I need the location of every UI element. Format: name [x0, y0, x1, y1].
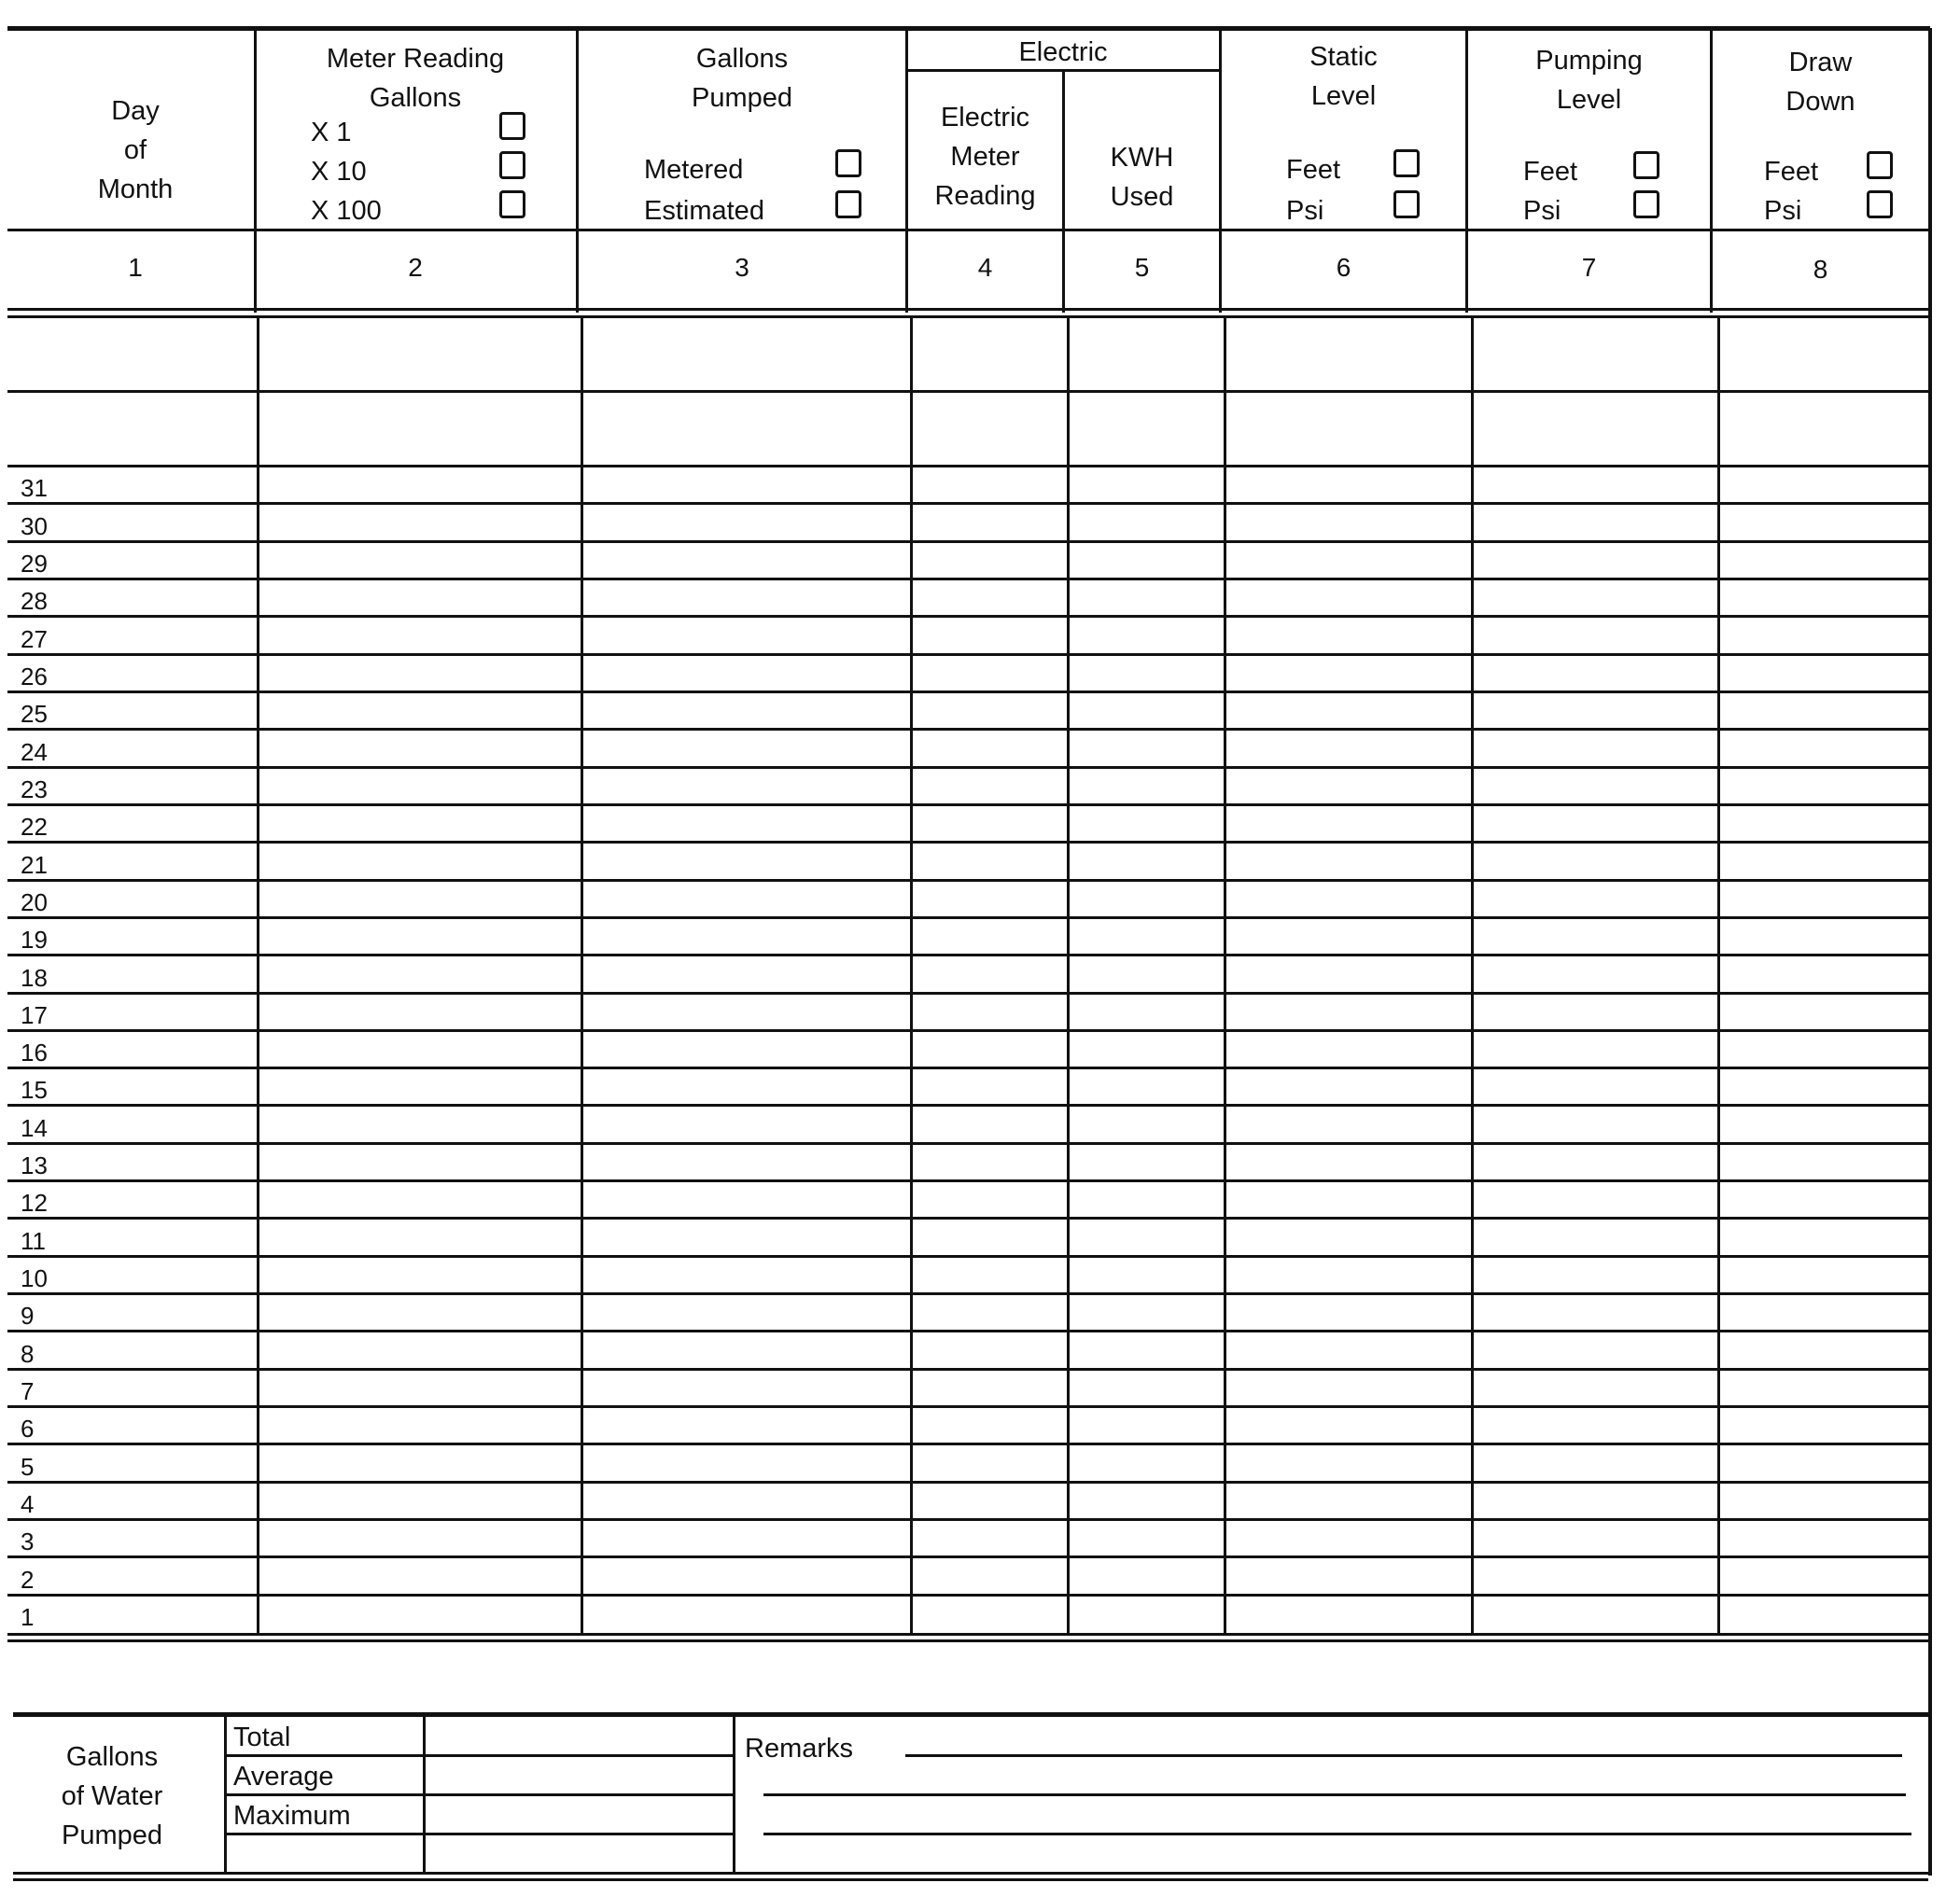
table-row[interactable]	[7, 1144, 1930, 1181]
day-of-month-header: Day of Month	[97, 96, 174, 204]
column-number-5: 5	[1134, 253, 1150, 282]
table-row[interactable]	[7, 1181, 1930, 1219]
day-number: 3	[21, 1527, 35, 1556]
table-row[interactable]	[7, 1520, 1930, 1557]
number-row-line-a	[7, 308, 1930, 311]
option-x1-label: X 1	[311, 118, 352, 147]
body-bottom-line-a	[7, 1633, 1930, 1636]
summary-top-line	[13, 1712, 1928, 1717]
checkbox-static-feet[interactable]	[1393, 149, 1420, 177]
pumping-psi-label: Psi	[1523, 196, 1561, 226]
day-number: 7	[21, 1377, 35, 1406]
day-number: 6	[21, 1415, 35, 1444]
table-row[interactable]	[7, 918, 1930, 955]
summary-row-line-2	[224, 1793, 734, 1796]
remarks-line-1[interactable]	[905, 1754, 1902, 1757]
table-row[interactable]	[7, 843, 1930, 880]
table-row[interactable]	[7, 805, 1930, 843]
table-row[interactable]	[7, 1106, 1930, 1143]
option-metered-label: Metered	[644, 155, 744, 185]
day-number: 13	[21, 1151, 48, 1180]
table-row[interactable]	[7, 1407, 1930, 1444]
day-number: 17	[21, 1000, 48, 1029]
draw-down-header: Draw Down	[1785, 48, 1855, 117]
checkbox-pumping-feet[interactable]	[1633, 151, 1659, 179]
column-number-3: 3	[735, 253, 749, 282]
day-number: 16	[21, 1039, 48, 1067]
day-number: 2	[21, 1565, 35, 1594]
table-row[interactable]	[7, 467, 1930, 504]
day-number: 4	[21, 1490, 35, 1519]
electric-meter-reading-header: Electric Meter Reading	[934, 103, 1036, 211]
day-number: 27	[21, 624, 48, 653]
meter-reading-header: Meter Reading Gallons	[326, 44, 505, 113]
day-number: 11	[21, 1226, 46, 1255]
column-number-1: 1	[128, 253, 143, 282]
drawdown-feet-label: Feet	[1764, 157, 1819, 187]
checkbox-static-psi[interactable]	[1393, 190, 1420, 218]
table-row[interactable]	[7, 994, 1930, 1031]
pumping-level-header: Pumping Level	[1535, 46, 1643, 115]
column-number-8: 8	[1813, 255, 1828, 284]
table-row[interactable]	[7, 1219, 1930, 1256]
static-psi-label: Psi	[1286, 196, 1324, 226]
checkbox-x10[interactable]	[499, 151, 525, 179]
day-number: 29	[21, 549, 48, 578]
table-row[interactable]	[7, 1257, 1930, 1294]
remarks-line-2[interactable]	[763, 1793, 1906, 1796]
summary-bottom-line-a	[13, 1872, 1928, 1875]
day-number: 9	[21, 1302, 35, 1331]
table-row[interactable]	[7, 768, 1930, 805]
top-border	[7, 26, 1930, 31]
table-row[interactable]	[7, 1031, 1930, 1068]
day-number: 26	[21, 662, 48, 690]
checkbox-x1[interactable]	[499, 112, 525, 140]
remarks-line-3[interactable]	[763, 1833, 1911, 1835]
number-row-line-b	[7, 315, 1930, 318]
summary-bottom-line-b	[13, 1878, 1928, 1881]
checkbox-drawdown-psi[interactable]	[1867, 190, 1893, 218]
column-number-6: 6	[1336, 253, 1351, 282]
checkbox-metered[interactable]	[835, 149, 861, 177]
day-number: 28	[21, 587, 48, 616]
table-row[interactable]	[7, 1557, 1930, 1595]
table-row[interactable]	[7, 617, 1930, 654]
static-level-header: Static Level	[1309, 42, 1378, 111]
body-bottom-line-b	[7, 1639, 1930, 1642]
day-number: 5	[21, 1452, 35, 1481]
table-row[interactable]	[7, 1370, 1930, 1407]
gallons-of-water-pumped-label: Gallons of Water Pumped	[61, 1742, 163, 1850]
electric-group-line	[905, 69, 1221, 72]
day-number: 14	[21, 1113, 48, 1142]
body-top-line	[7, 390, 1930, 393]
table-row[interactable]	[7, 1483, 1930, 1520]
summary-row-line-3	[224, 1833, 734, 1835]
column-number-2: 2	[408, 253, 423, 282]
electric-group-header: Electric	[1018, 37, 1108, 67]
table-row[interactable]	[7, 730, 1930, 767]
column-number-4: 4	[977, 253, 993, 282]
day-number: 18	[21, 963, 48, 992]
day-number: 1	[21, 1602, 35, 1631]
table-row[interactable]	[7, 1294, 1930, 1332]
checkbox-drawdown-feet[interactable]	[1867, 151, 1893, 179]
day-number: 8	[21, 1339, 35, 1368]
header-bottom-line	[7, 229, 1930, 231]
table-row[interactable]	[7, 542, 1930, 579]
pumping-feet-label: Feet	[1523, 157, 1578, 187]
day-number: 15	[21, 1076, 48, 1105]
day-number: 10	[21, 1264, 48, 1293]
summary-average-label: Average	[233, 1762, 334, 1792]
option-x100-label: X 100	[311, 196, 382, 226]
remarks-label: Remarks	[745, 1734, 854, 1764]
kwh-used-header: KWH Used	[1110, 143, 1174, 212]
day-number: 12	[21, 1189, 48, 1218]
table-row[interactable]	[7, 1596, 1930, 1633]
option-x10-label: X 10	[311, 157, 367, 187]
table-row[interactable]	[7, 504, 1930, 541]
checkbox-pumping-psi[interactable]	[1633, 190, 1659, 218]
day-number: 25	[21, 700, 48, 729]
summary-maximum-label: Maximum	[233, 1801, 351, 1831]
day-number: 21	[21, 850, 48, 879]
day-number: 23	[21, 774, 48, 803]
column-number-7: 7	[1581, 253, 1597, 282]
day-number: 19	[21, 926, 48, 955]
day-number: 24	[21, 737, 48, 766]
table-row[interactable]	[7, 655, 1930, 692]
drawdown-psi-label: Psi	[1764, 196, 1802, 226]
table-row[interactable]	[7, 1444, 1930, 1482]
summary-total-label: Total	[233, 1723, 291, 1752]
day-number: 20	[21, 887, 48, 916]
gallons-pumped-header: Gallons Pumped	[691, 44, 792, 113]
table-row[interactable]	[7, 579, 1930, 617]
summary-row-line-1	[224, 1754, 734, 1757]
table-row[interactable]	[7, 955, 1930, 993]
day-number: 31	[21, 474, 48, 503]
table-row[interactable]	[7, 1332, 1930, 1369]
day-number: 22	[21, 813, 48, 842]
table-row[interactable]	[7, 692, 1930, 730]
day-number: 30	[21, 511, 48, 540]
option-estimated-label: Estimated	[644, 196, 764, 226]
checkbox-estimated[interactable]	[835, 190, 861, 218]
static-feet-label: Feet	[1286, 155, 1341, 185]
table-row[interactable]	[7, 1068, 1930, 1106]
table-row[interactable]	[7, 881, 1930, 918]
checkbox-x100[interactable]	[499, 190, 525, 218]
